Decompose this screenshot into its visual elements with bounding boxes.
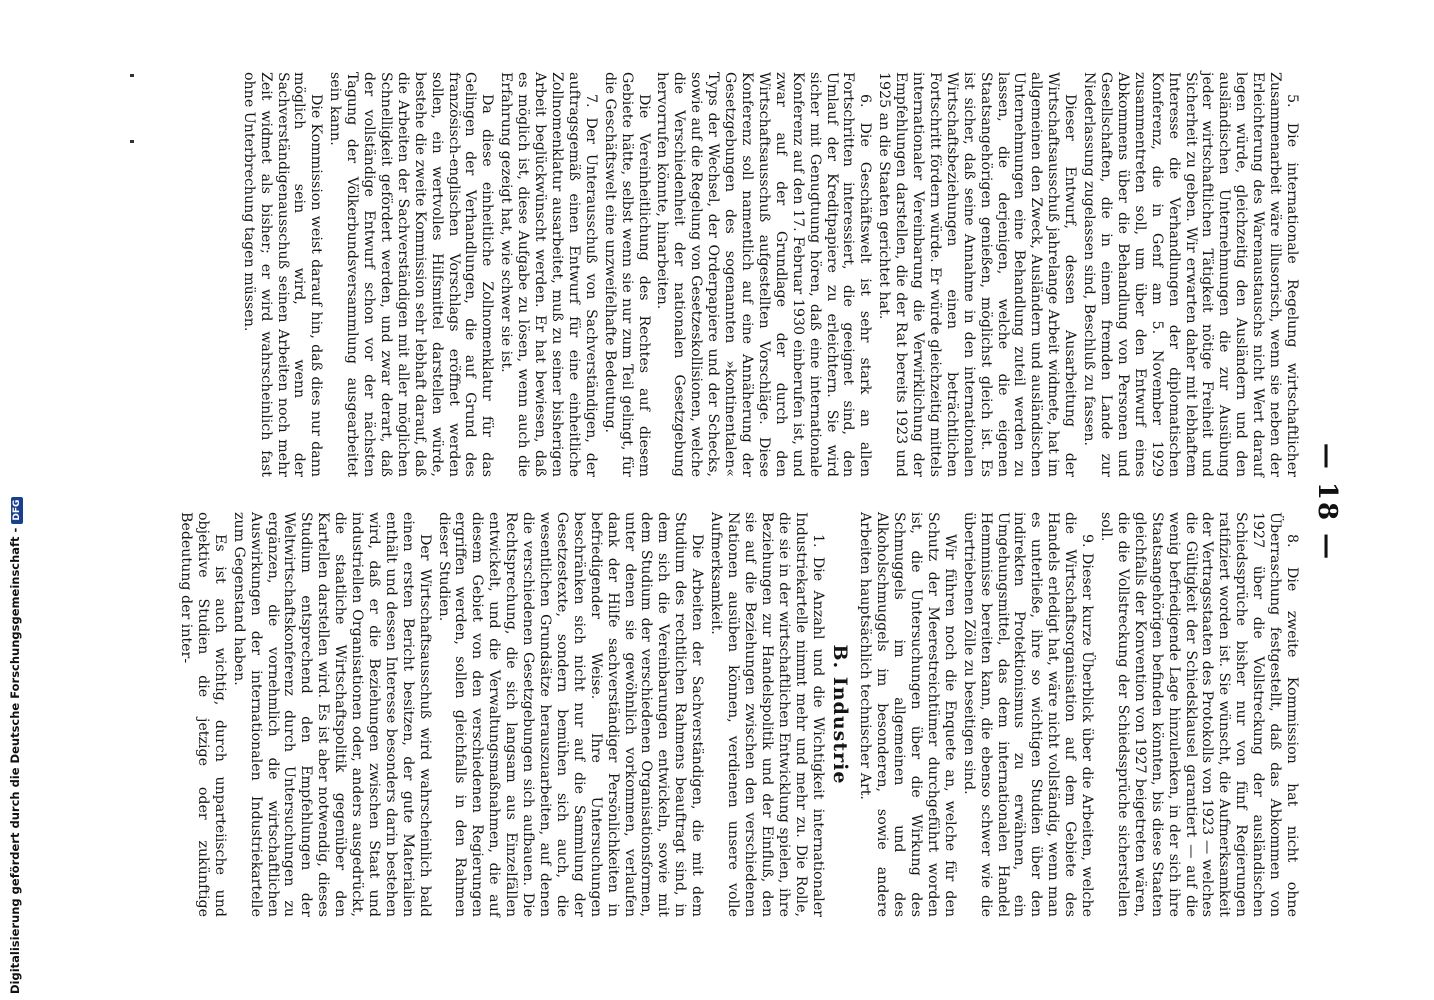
paragraph-kommission: Die Kommission weist darauf hin, daß dies nur dann möglich sein wird, wenn der Sachverständigenausschuß seinen Arbeiten noch mehr Zeit widmet als bisher; er wird wahrscheinlich fast ohne Unterbrechung tagen müssen. bbox=[240, 72, 325, 477]
paragraph-5-niederlassung: 5. Die internationale Regelung wirtschaftlicher Zusammenarbeit wäre illusorisch, wenn sie neben der Erleichterung des Warenaustauschs nicht Wert darauf legen würde, gleichzeitig den Ausländern und den ausländischen Unternehmungen die zur Ausübung jeder wirtschaftlichen Tätigkeit nötige Freiheit und Sicherheit zu geben. Wir erwarten daher mit lebhaftem Interesse die Verhandlungen der diplomatischen Konferenz, die in Genf am 5. November 1929 zusammentreten soll, um über den Entwurf eines Abkommens über die Behandlung von Personen und Gesellschaften, die in einem fremden Lande zur Niederlassung zugelassen sind, Beschluß zu fassen. bbox=[1081, 72, 1300, 477]
left-column bbox=[240, 72, 1300, 477]
scan-mark bbox=[130, 140, 134, 143]
paragraph-6-kreditpapiere: 6. Die Geschäftswelt ist sehr stark an allen Fortschritten interessiert, die geeignet sind, den Umlauf der Kreditpapiere zu erleichtern. Sie wird sicher mit Genugtuung hören, daß eine internationale Konferenz auf den 17. Februar 1930 einberufen ist, und zwar auf der Grundlage der durch den Wirtschaftsausschuß aufgestellten Vorschläge. Diese Konferenz soll namentlich auf eine Annäherung der Gesetzgebungen des sogenannten »kontinentalen« Typs der Wechsel, der Orderpapiere und der Schecks, sowie auf die Regelung von Gesetzeskollisionen, welche die Verschiedenheit der nationalen Gesetzgebung hervorrufen könnte, hinarbeiten. bbox=[654, 72, 874, 477]
rotated-page-content bbox=[152, 72, 1342, 932]
paragraph-studien: Es ist auch wichtig, durch unparteiische und objektive Studien die jetzige oder zukünftige Bedeutung der inter- bbox=[178, 512, 228, 917]
paragraph-zollnomenklatur-gelingen: Da diese einheitliche Zollnomenklatur für das Gelingen der Verhandlungen, die auf Grund des französisch-englischen Vorschlags eröffnet werden sollen, ein wertvolles Hilfsmittel darstellen würde, bestehe die zweite Kommission sehr lebhaft darauf, daß die Arbeiten der Sachverständigen mit aller möglichen Schnelligkeit gefördert werden, und zwar derart, daß der vollständige Entwurf schon vor der nächsten Tagung der Völkerbundsversammlung ausgearbeitet sein kann. bbox=[327, 72, 496, 477]
paragraph-8-schiedssprueche: 8. Die zweite Kommission hat nicht ohne Überraschung festgestellt, daß das Abkommen von 1927 über die Vollstreckung der ausländischen Schiedssprüche bisher nur von fünf Regierungen ratifiziert worden ist. Sie wünscht, die Aufmerksamkeit der Vertragsstaaten des Protokolls von 1923 — welches die Gültigkeit der Schiedsklausel garantiert — auf die wenig befriedigende Lage hinzulenken, in der sich ihre Staatsangehörigen befinden könnten, bis diese Staaten gleichfalls der Konvention von 1927 beigetreten wären, die die Vollstreckung der Schiedssprüche sicherstellen soll. bbox=[1098, 512, 1300, 917]
paragraph-vereinheitlichung: Die Vereinheitlichung des Rechtes auf diesem Gebiete hätte, selbst wenn sie nur zum Teil gelingt, für die Geschäftswelt eine unzweifelhafte Bedeutung. bbox=[601, 72, 652, 477]
right-column bbox=[177, 512, 1300, 917]
paragraph-wirtschaftsausschuss: Der Wirtschaftsausschuß wird wahrscheinlich bald einen ersten Bericht besitzen, der gute Materialien enthält und dessen Interesse besonders darin bestehen wird, daß er die Beziehungen zwischen Staat und industriellen Organisationen oder, anders ausgedrückt, die staatliche Wirtschaftspolitik gegenüber den Kartellen darstellen wird. Es ist aber notwendig, dieses Studium entsprechend den Empfehlungen der Weltwirtschaftskonferenz durch Untersuchungen zu ergänzen, die vornehmlich die wirtschaftlichen Auswirkungen der internationalen Industriekartelle zum Gegenstand haben. bbox=[230, 512, 433, 917]
paragraph-enquete: Wir führen noch die Enquete an, welche für den Schutz der Meerestreichtümer durchgeführt worden ist, die Untersuchungen über die Wirkung des Schmuggels im allgemeinen und des Alkoholschmuggels im besonderen, sowie andere Arbeiten hauptsächlich technischer Art. bbox=[857, 512, 958, 917]
paragraph-1-kartelle: 1. Die Anzahl und die Wichtigkeit internationaler Industriekartelle nimmt mehr und mehr zu. Die Rolle, die sie in der wirtschaftlichen Entwicklung spielen, ihre Beziehungen zur Handelspolitik und der Einfluß, den sie auf die Beziehungen zwischen den verschiedenen Nationen ausüben können, verdienen unsere volle Aufmerksamkeit. bbox=[708, 512, 826, 917]
paragraph-entwurf: Dieser Entwurf, dessen Ausarbeitung der Wirtschaftsausschuß jahrelange Arbeit widmete, hat im allgemeinen den Zweck, Ausländern und ausländischen Unternehmungen eine Behandlung zuteil werden zu lassen, die derjenigen, welche die eigenen Staatsangehörigen genießen, möglichst gleich ist. Es ist sicher, daß seine Annahme in den internationalen Wirtschaftsbeziehungen einen beträchtlichen Fortschritt fördern würde. Er würde gleichzeitig mittels internationaler Vereinbarung die Verwirklichung der Empfehlungen darstellen, die der Rat bereits 1923 und 1925 an die Staaten gerichtet hat. bbox=[876, 72, 1079, 477]
paragraph-7-zollnomenklatur: 7. Der Unterausschuß von Sachverständigen, der auftragsgemäß einen Entwurf für eine einheitliche Zollnomenklatur ausarbeitet, muß zu seiner bisherigen Arbeit beglückwünscht werden. Er hat bewiesen, daß es möglich ist, diese Aufgabe zu lösen, wenn auch die Erfahrung gezeigt hat, wie schwer sie ist. bbox=[498, 72, 599, 477]
digitization-footer bbox=[8, 4, 28, 994]
dfg-logo: DFG bbox=[11, 497, 23, 524]
paragraph-9-protektionismus: 9. Dieser kurze Überblick über die Arbeiten, welche die Wirtschaftsorganisation auf dem Gebiete des Handels erledigt hat, wäre nicht vollständig, wenn man es unterließe, ihre so wichtigen Studien über den indirekten Protektionismus zu erwähnen, ein Umgehungsmittel, das dem internationalen Handel Hemmnisse bereiten kann, die ebenso schwer wie die übertriebenen Zölle zu beseitigen sind. bbox=[960, 512, 1096, 917]
section-heading-industrie: B. Industrie bbox=[829, 644, 852, 785]
footer-text-line bbox=[8, 4, 26, 994]
page-number: — 18 — bbox=[1312, 442, 1342, 562]
page-body bbox=[152, 72, 1342, 932]
paragraph-sachverstaendige: Die Arbeiten der Sachverständigen, die mit dem Studium des rechtlichen Rahmens beauftragt sind, in dem sich die Vereinbarungen entwickeln, sowie mit dem Studium der verschiedenen Organisationsformen, unter denen sie gewöhnlich vorkommen, verlaufen dank der Hilfe sachverständiger Persönlichkeiten in befriedigender Weise. Ihre Untersuchungen beschränken sich nicht nur auf die Sammlung der Gesetzestexte, sondern bemühen sich auch, die wesentlichen Grundsätze herauszuarbeiten, auf denen die verschiedenen Gesetzgebungen sich aufbauen. Die Rechtsprechung, die sich langsam aus Einzelfällen entwickelt, und die Verwaltungsmaßnahmen, die auf diesem Gebiet von den verschiedenen Regierungen ergriffen werden, sollen gleichfalls in den Rahmen dieser Studien. bbox=[435, 512, 706, 917]
scan-mark bbox=[130, 74, 134, 77]
footer-credit: Digitalisierung gefördert durch die Deutsche Forschungsgemeinschaft - bbox=[8, 527, 22, 994]
